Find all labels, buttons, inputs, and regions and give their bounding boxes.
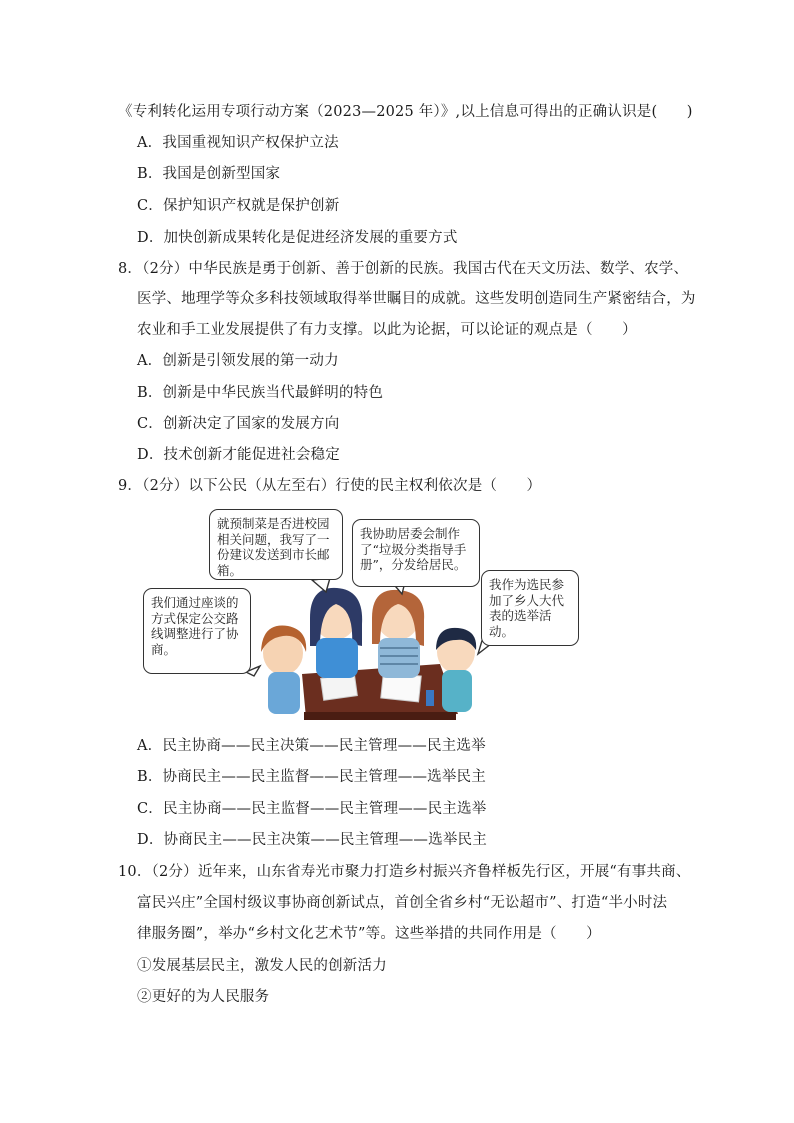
q7-option-b: B．我国是创新型国家 bbox=[137, 166, 281, 182]
q7-option-a: A．我国重视知识产权保护立法 bbox=[137, 135, 339, 151]
q8-stem-line-2: 医学、地理学等众多科技领域取得举世瞩目的成就。这些发明创造同生产紧密结合，为 bbox=[137, 291, 696, 307]
q8-option-a: A．创新是引领发展的第一动力 bbox=[137, 353, 339, 369]
q10-item-1: ①发展基层民主，激发人民的创新活力 bbox=[137, 958, 387, 974]
person-2-body bbox=[316, 638, 358, 678]
person-4-body bbox=[442, 670, 472, 712]
q8-stem-line-3: 农业和手工业发展提供了有力支撑。以此为论据，可以论证的观点是（ ） bbox=[137, 322, 637, 338]
q7-stem: 《专利转化运用专项行动方案（2023—2025 年）》,以上信息可得出的正确认识是( ) bbox=[118, 104, 693, 120]
q8-stem-line-1: 8．（2分）中华民族是勇于创新、善于创新的民族。我国古代在天文历法、数学、农学、 bbox=[118, 261, 689, 277]
speech-bubble-3: 我协助居委会制作了“垃圾分类指导手册”，分发给居民。 bbox=[352, 519, 480, 587]
pen-cup-icon bbox=[426, 690, 434, 706]
q9-option-d: D．协商民主——民主决策——民主管理——选举民主 bbox=[137, 832, 487, 848]
q9-stem: 9．（2分）以下公民（从左至右）行使的民主权利依次是（ ） bbox=[118, 478, 542, 494]
q7-option-d: D．加快创新成果转化是促进经济发展的重要方式 bbox=[137, 230, 458, 246]
speech-bubble-1: 我们通过座谈的方式保定公交路线调整进行了协商。 bbox=[143, 588, 251, 674]
q10-item-2: ②更好的为人民服务 bbox=[137, 989, 270, 1005]
q9-illustration bbox=[140, 506, 590, 724]
speech-bubble-2: 就预制菜是否进校园相关问题，我写了一份建议发送到市长邮箱。 bbox=[209, 509, 343, 580]
q9-option-a: A．民主协商——民主决策——民主管理——民主选举 bbox=[137, 738, 486, 754]
q10-stem-line-1: 10．（2分）近年来，山东省寿光市聚力打造乡村振兴齐鲁样板先行区，开展“有事共商、 bbox=[118, 864, 691, 880]
speech-bubble-4: 我作为选民参加了乡人大代表的选举活动。 bbox=[481, 570, 579, 646]
bubble-tail-2 bbox=[312, 578, 330, 592]
q7-option-c: C．保护知识产权就是保护创新 bbox=[137, 198, 340, 214]
q9-option-c: C．民主协商——民主监督——民主管理——民主选举 bbox=[137, 801, 487, 817]
table-edge bbox=[304, 712, 456, 720]
q10-stem-line-3: 律服务圈”，举办“乡村文化艺术节”等。这些举措的共同作用是（ ） bbox=[137, 926, 601, 942]
q8-option-c: C．创新决定了国家的发展方向 bbox=[137, 416, 340, 432]
person-1-body bbox=[268, 672, 300, 714]
q9-option-b: B．协商民主——民主监督——民主管理——选举民主 bbox=[137, 769, 486, 785]
person-3-body bbox=[378, 638, 420, 678]
q8-option-b: B．创新是中华民族当代最鲜明的特色 bbox=[137, 385, 384, 401]
q10-stem-line-2: 富民兴庄”全国村级议事协商创新试点，首创全省乡村“无讼超市”、打造“半小时法 bbox=[137, 895, 668, 911]
q8-option-d: D．技术创新才能促进社会稳定 bbox=[137, 447, 340, 463]
